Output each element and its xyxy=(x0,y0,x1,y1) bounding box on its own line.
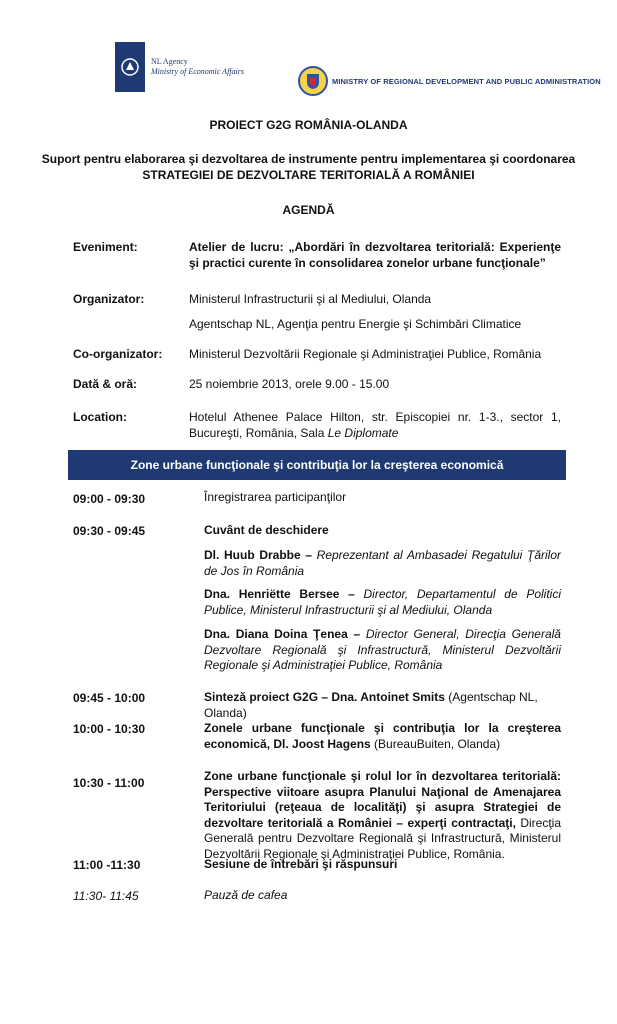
nl-coat-of-arms-icon xyxy=(115,42,145,92)
nl-agency-logo-block xyxy=(115,42,244,92)
organizer-label: Organizator: xyxy=(73,292,145,306)
ro-ministry-name: MINISTRY OF REGIONAL DEVELOPMENT AND PUBLIC ADMINISTRATION xyxy=(332,76,601,86)
session-7: Pauză de cafea xyxy=(204,888,288,902)
page-title: PROIECT G2G ROMÂNIA-OLANDA xyxy=(209,118,408,132)
location-value: Hotelul Athenee Palace Hilton, str. Episcopiei nr. 1-3., sector 1, Bucureşti, România, Sala Le Diplomate xyxy=(189,410,561,440)
speaker-1: Dl. Huub Drabbe – Reprezentant al Ambasadei Regatului Ţărilor de Jos în România xyxy=(204,548,561,578)
date-label: Dată & oră: xyxy=(73,377,138,391)
time-2: 09:30 - 09:45 xyxy=(73,524,146,538)
nl-agency-name: NL Agency xyxy=(151,57,188,66)
time-6: 11:00 -11:30 xyxy=(73,858,141,872)
session-1: Înregistrarea participanţilor xyxy=(204,490,347,504)
speaker-2: Dna. Henriëtte Bersee – Director, Departamentul de Politici Publice, Ministerul Infrastructurii şi al Mediului, Olanda xyxy=(204,587,561,617)
ro-ministry-logo-block xyxy=(298,66,601,96)
location-room: Le Diplomate xyxy=(327,425,399,440)
session-5: Zone urbane funcţionale şi rolul lor în dezvoltarea teritorială: Perspective viitoare asupra Planului Naţional de Amenajarea Teritoriului (reţeaua de localităţi) şi asupra Strategiei de dezvoltare teritorială a României – experţi contractaţi, Direcţia Generală pentru Dezvoltare Regională şi Infrastructură, Ministerul Dezvoltării Regionale şi Administraţiei Publice, România. xyxy=(204,769,561,861)
session-6: Sesiune de întrebări şi răspunsuri xyxy=(204,857,398,871)
time-7: 11:30- 11:45 xyxy=(73,889,139,903)
organizer-1: Ministerul Infrastructurii şi al Mediului, Olanda xyxy=(189,292,432,306)
time-4: 10:00 - 10:30 xyxy=(73,722,146,736)
section-bar: Zone urbane funcţionale şi contribuţia lor la creşterea economică xyxy=(68,450,566,480)
time-5: 10:30 - 11:00 xyxy=(73,776,145,790)
coorganizer-value: Ministerul Dezvoltării Regionale şi Administraţiei Publice, România xyxy=(189,347,542,361)
session-4: Zonele urbane funcţionale şi contribuţia lor la creşterea economică, Dl. Joost Hagens (BureauBuiten, Olanda) xyxy=(204,721,561,751)
ro-coat-of-arms-icon xyxy=(298,66,328,96)
location-label: Location: xyxy=(73,410,127,424)
session-2: Cuvânt de deschidere xyxy=(204,523,329,537)
event-label: Eveniment: xyxy=(73,240,138,254)
time-3: 09:45 - 10:00 xyxy=(73,691,146,705)
subtitle-line-2: STRATEGIEI DE DEZVOLTARE TERITORIALĂ A ROMÂNIEI xyxy=(142,168,475,182)
organizer-2: Agentschap NL, Agenţia pentru Energie şi Schimbări Climatice xyxy=(189,317,522,331)
session-3: Sinteză proiect G2G – Dna. Antoinet Smits (Agentschap NL, Olanda) xyxy=(204,690,538,720)
time-1: 09:00 - 09:30 xyxy=(73,492,146,506)
nl-ministry-name: Ministry of Economic Affairs xyxy=(151,67,244,76)
agenda-heading: AGENDĂ xyxy=(282,203,335,217)
speaker-3: Dna. Diana Doina Ţenea – Director General, Direcţia Generală Dezvoltare Regională şi Infrastructură, Ministerul Dezvoltării Regionale şi Administraţiei Publice, România xyxy=(204,627,561,672)
date-value: 25 noiembrie 2013, orele 9.00 - 15.00 xyxy=(189,377,390,391)
subtitle-line-1: Suport pentru elaborarea şi dezvoltarea de instrumente pentru implementarea şi coordonarea xyxy=(41,152,576,166)
event-value: Atelier de lucru: „Abordări în dezvoltarea teritorială: Experienţe şi practici curente în consolidarea zonelor urbane funcţionale” xyxy=(189,240,561,270)
coorganizer-label: Co-organizator: xyxy=(73,347,163,361)
